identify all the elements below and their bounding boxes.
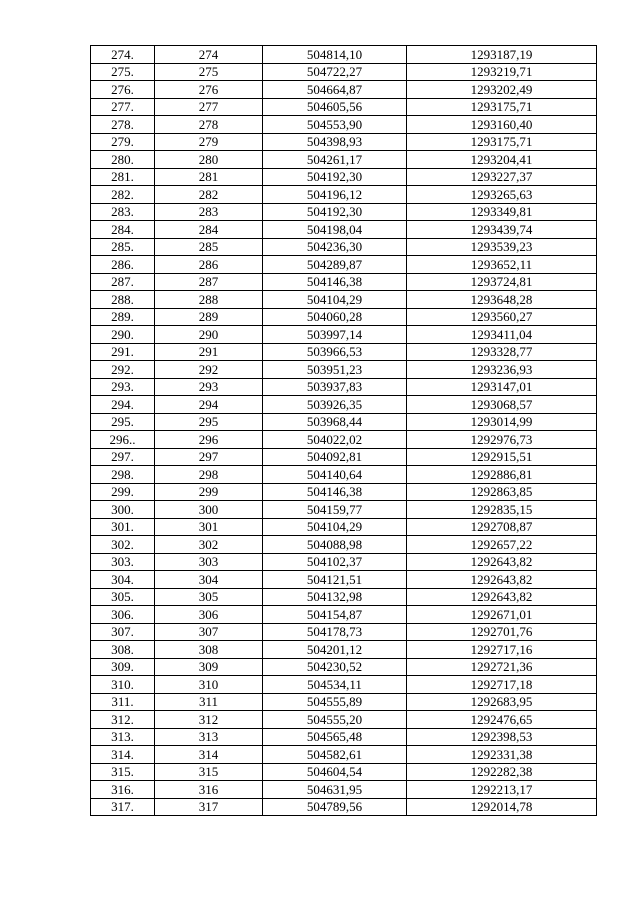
row-index-cell: 282. — [91, 186, 155, 204]
y-coordinate-cell: 1293265,63 — [407, 186, 597, 204]
row-index-cell: 289. — [91, 308, 155, 326]
y-coordinate-cell: 1293724,81 — [407, 273, 597, 291]
x-coordinate-cell: 504060,28 — [263, 308, 407, 326]
point-number-cell: 285 — [155, 238, 263, 256]
x-coordinate-cell: 504146,38 — [263, 273, 407, 291]
row-index-cell: 301. — [91, 518, 155, 536]
table-row — [91, 273, 597, 291]
row-index-cell: 275. — [91, 63, 155, 81]
y-coordinate-cell: 1293539,23 — [407, 238, 597, 256]
x-coordinate-cell: 504582,61 — [263, 746, 407, 764]
x-coordinate-cell: 504722,27 — [263, 63, 407, 81]
x-coordinate-cell: 503926,35 — [263, 396, 407, 414]
table-row — [91, 326, 597, 344]
row-index-cell: 300. — [91, 501, 155, 519]
point-number-cell: 304 — [155, 571, 263, 589]
x-coordinate-cell: 504192,30 — [263, 168, 407, 186]
row-index-cell: 306. — [91, 606, 155, 624]
table-row — [91, 46, 597, 64]
table-row — [91, 588, 597, 606]
x-coordinate-cell: 504789,56 — [263, 798, 407, 816]
y-coordinate-cell: 1292886,81 — [407, 466, 597, 484]
table-row — [91, 483, 597, 501]
point-number-cell: 289 — [155, 308, 263, 326]
x-coordinate-cell: 504553,90 — [263, 116, 407, 134]
table-row — [91, 221, 597, 239]
table-row — [91, 308, 597, 326]
point-number-cell: 306 — [155, 606, 263, 624]
table-row — [91, 781, 597, 799]
point-number-cell: 276 — [155, 81, 263, 99]
row-index-cell: 274. — [91, 46, 155, 64]
y-coordinate-cell: 1292213,17 — [407, 781, 597, 799]
row-index-cell: 315. — [91, 763, 155, 781]
row-index-cell: 308. — [91, 641, 155, 659]
x-coordinate-cell: 504565,48 — [263, 728, 407, 746]
table-row — [91, 186, 597, 204]
y-coordinate-cell: 1292398,53 — [407, 728, 597, 746]
row-index-cell: 294. — [91, 396, 155, 414]
x-coordinate-cell: 504604,54 — [263, 763, 407, 781]
x-coordinate-cell: 503966,53 — [263, 343, 407, 361]
row-index-cell: 299. — [91, 483, 155, 501]
point-number-cell: 297 — [155, 448, 263, 466]
table-row — [91, 238, 597, 256]
row-index-cell: 280. — [91, 151, 155, 169]
point-number-cell: 293 — [155, 378, 263, 396]
row-index-cell: 307. — [91, 623, 155, 641]
row-index-cell: 292. — [91, 361, 155, 379]
row-index-cell: 309. — [91, 658, 155, 676]
row-index-cell: 313. — [91, 728, 155, 746]
table-row — [91, 641, 597, 659]
x-coordinate-cell: 504154,87 — [263, 606, 407, 624]
row-index-cell: 288. — [91, 291, 155, 309]
point-number-cell: 279 — [155, 133, 263, 151]
y-coordinate-cell: 1293439,74 — [407, 221, 597, 239]
point-number-cell: 291 — [155, 343, 263, 361]
y-coordinate-cell: 1292835,15 — [407, 501, 597, 519]
y-coordinate-cell: 1292717,16 — [407, 641, 597, 659]
row-index-cell: 285. — [91, 238, 155, 256]
y-coordinate-cell: 1292701,76 — [407, 623, 597, 641]
y-coordinate-cell: 1292643,82 — [407, 571, 597, 589]
table-row — [91, 466, 597, 484]
row-index-cell: 304. — [91, 571, 155, 589]
point-number-cell: 299 — [155, 483, 263, 501]
row-index-cell: 284. — [91, 221, 155, 239]
table-row — [91, 728, 597, 746]
table-row — [91, 711, 597, 729]
x-coordinate-cell: 504104,29 — [263, 291, 407, 309]
point-number-cell: 311 — [155, 693, 263, 711]
coordinates-table — [90, 45, 597, 816]
table-row — [91, 606, 597, 624]
y-coordinate-cell: 1292915,51 — [407, 448, 597, 466]
x-coordinate-cell: 504261,17 — [263, 151, 407, 169]
y-coordinate-cell: 1292331,38 — [407, 746, 597, 764]
x-coordinate-cell: 504140,64 — [263, 466, 407, 484]
point-number-cell: 287 — [155, 273, 263, 291]
y-coordinate-cell: 1293349,81 — [407, 203, 597, 221]
row-index-cell: 302. — [91, 536, 155, 554]
x-coordinate-cell: 504159,77 — [263, 501, 407, 519]
row-index-cell: 281. — [91, 168, 155, 186]
x-coordinate-cell: 503968,44 — [263, 413, 407, 431]
y-coordinate-cell: 1293175,71 — [407, 98, 597, 116]
table-row — [91, 151, 597, 169]
point-number-cell: 305 — [155, 588, 263, 606]
table-row — [91, 676, 597, 694]
point-number-cell: 308 — [155, 641, 263, 659]
point-number-cell: 302 — [155, 536, 263, 554]
point-number-cell: 292 — [155, 361, 263, 379]
row-index-cell: 312. — [91, 711, 155, 729]
point-number-cell: 288 — [155, 291, 263, 309]
y-coordinate-cell: 1293187,19 — [407, 46, 597, 64]
row-index-cell: 314. — [91, 746, 155, 764]
row-index-cell: 279. — [91, 133, 155, 151]
table-row — [91, 256, 597, 274]
row-index-cell: 298. — [91, 466, 155, 484]
point-number-cell: 310 — [155, 676, 263, 694]
row-index-cell: 290. — [91, 326, 155, 344]
row-index-cell: 286. — [91, 256, 155, 274]
point-number-cell: 313 — [155, 728, 263, 746]
row-index-cell: 305. — [91, 588, 155, 606]
x-coordinate-cell: 504555,20 — [263, 711, 407, 729]
point-number-cell: 314 — [155, 746, 263, 764]
row-index-cell: 316. — [91, 781, 155, 799]
y-coordinate-cell: 1293147,01 — [407, 378, 597, 396]
x-coordinate-cell: 504201,12 — [263, 641, 407, 659]
y-coordinate-cell: 1293652,11 — [407, 256, 597, 274]
table-row — [91, 501, 597, 519]
row-index-cell: 293. — [91, 378, 155, 396]
x-coordinate-cell: 504121,51 — [263, 571, 407, 589]
y-coordinate-cell: 1292717,18 — [407, 676, 597, 694]
x-coordinate-cell: 504088,98 — [263, 536, 407, 554]
point-number-cell: 282 — [155, 186, 263, 204]
x-coordinate-cell: 504132,98 — [263, 588, 407, 606]
y-coordinate-cell: 1293068,57 — [407, 396, 597, 414]
x-coordinate-cell: 503951,23 — [263, 361, 407, 379]
table-row — [91, 98, 597, 116]
x-coordinate-cell: 504192,30 — [263, 203, 407, 221]
table-row — [91, 361, 597, 379]
table-row — [91, 133, 597, 151]
y-coordinate-cell: 1292014,78 — [407, 798, 597, 816]
table-row — [91, 116, 597, 134]
y-coordinate-cell: 1293236,93 — [407, 361, 597, 379]
point-number-cell: 312 — [155, 711, 263, 729]
table-row — [91, 623, 597, 641]
x-coordinate-cell: 504814,10 — [263, 46, 407, 64]
x-coordinate-cell: 504102,37 — [263, 553, 407, 571]
y-coordinate-cell: 1292863,85 — [407, 483, 597, 501]
x-coordinate-cell: 504289,87 — [263, 256, 407, 274]
table-row — [91, 693, 597, 711]
row-index-cell: 310. — [91, 676, 155, 694]
point-number-cell: 294 — [155, 396, 263, 414]
x-coordinate-cell: 504146,38 — [263, 483, 407, 501]
table-row — [91, 798, 597, 816]
table-row — [91, 203, 597, 221]
point-number-cell: 316 — [155, 781, 263, 799]
point-number-cell: 303 — [155, 553, 263, 571]
row-index-cell: 295. — [91, 413, 155, 431]
x-coordinate-cell: 504022,02 — [263, 431, 407, 449]
point-number-cell: 290 — [155, 326, 263, 344]
row-index-cell: 297. — [91, 448, 155, 466]
x-coordinate-cell: 504092,81 — [263, 448, 407, 466]
y-coordinate-cell: 1292671,01 — [407, 606, 597, 624]
row-index-cell: 283. — [91, 203, 155, 221]
coordinates-table-body — [91, 46, 597, 816]
y-coordinate-cell: 1293411,04 — [407, 326, 597, 344]
point-number-cell: 283 — [155, 203, 263, 221]
table-row — [91, 518, 597, 536]
point-number-cell: 317 — [155, 798, 263, 816]
point-number-cell: 278 — [155, 116, 263, 134]
point-number-cell: 274 — [155, 46, 263, 64]
y-coordinate-cell: 1293160,40 — [407, 116, 597, 134]
y-coordinate-cell: 1293227,37 — [407, 168, 597, 186]
y-coordinate-cell: 1292643,82 — [407, 553, 597, 571]
y-coordinate-cell: 1292721,36 — [407, 658, 597, 676]
point-number-cell: 315 — [155, 763, 263, 781]
y-coordinate-cell: 1293219,71 — [407, 63, 597, 81]
table-row — [91, 396, 597, 414]
row-index-cell: 303. — [91, 553, 155, 571]
point-number-cell: 307 — [155, 623, 263, 641]
table-row — [91, 431, 597, 449]
y-coordinate-cell: 1292282,38 — [407, 763, 597, 781]
x-coordinate-cell: 504104,29 — [263, 518, 407, 536]
point-number-cell: 309 — [155, 658, 263, 676]
point-number-cell: 280 — [155, 151, 263, 169]
table-row — [91, 413, 597, 431]
point-number-cell: 300 — [155, 501, 263, 519]
row-index-cell: 278. — [91, 116, 155, 134]
point-number-cell: 281 — [155, 168, 263, 186]
point-number-cell: 286 — [155, 256, 263, 274]
x-coordinate-cell: 504664,87 — [263, 81, 407, 99]
table-row — [91, 168, 597, 186]
row-index-cell: 277. — [91, 98, 155, 116]
table-row — [91, 448, 597, 466]
y-coordinate-cell: 1293560,27 — [407, 308, 597, 326]
table-row — [91, 378, 597, 396]
x-coordinate-cell: 503997,14 — [263, 326, 407, 344]
y-coordinate-cell: 1292708,87 — [407, 518, 597, 536]
table-row — [91, 571, 597, 589]
y-coordinate-cell: 1292476,65 — [407, 711, 597, 729]
point-number-cell: 296 — [155, 431, 263, 449]
y-coordinate-cell: 1292683,95 — [407, 693, 597, 711]
x-coordinate-cell: 504236,30 — [263, 238, 407, 256]
row-index-cell: 287. — [91, 273, 155, 291]
row-index-cell: 291. — [91, 343, 155, 361]
y-coordinate-cell: 1293328,77 — [407, 343, 597, 361]
x-coordinate-cell: 504534,11 — [263, 676, 407, 694]
row-index-cell: 296.. — [91, 431, 155, 449]
y-coordinate-cell: 1293648,28 — [407, 291, 597, 309]
point-number-cell: 295 — [155, 413, 263, 431]
table-row — [91, 343, 597, 361]
table-row — [91, 63, 597, 81]
y-coordinate-cell: 1292657,22 — [407, 536, 597, 554]
x-coordinate-cell: 504196,12 — [263, 186, 407, 204]
table-row — [91, 291, 597, 309]
x-coordinate-cell: 504555,89 — [263, 693, 407, 711]
table-row — [91, 536, 597, 554]
table-row — [91, 746, 597, 764]
x-coordinate-cell: 504631,95 — [263, 781, 407, 799]
y-coordinate-cell: 1292643,82 — [407, 588, 597, 606]
x-coordinate-cell: 504178,73 — [263, 623, 407, 641]
y-coordinate-cell: 1292976,73 — [407, 431, 597, 449]
point-number-cell: 298 — [155, 466, 263, 484]
table-row — [91, 553, 597, 571]
point-number-cell: 277 — [155, 98, 263, 116]
point-number-cell: 275 — [155, 63, 263, 81]
y-coordinate-cell: 1293204,41 — [407, 151, 597, 169]
x-coordinate-cell: 504605,56 — [263, 98, 407, 116]
table-row — [91, 763, 597, 781]
y-coordinate-cell: 1293202,49 — [407, 81, 597, 99]
x-coordinate-cell: 504198,04 — [263, 221, 407, 239]
table-row — [91, 658, 597, 676]
y-coordinate-cell: 1293014,99 — [407, 413, 597, 431]
point-number-cell: 301 — [155, 518, 263, 536]
table-row — [91, 81, 597, 99]
row-index-cell: 276. — [91, 81, 155, 99]
x-coordinate-cell: 504398,93 — [263, 133, 407, 151]
row-index-cell: 311. — [91, 693, 155, 711]
row-index-cell: 317. — [91, 798, 155, 816]
x-coordinate-cell: 504230,52 — [263, 658, 407, 676]
point-number-cell: 284 — [155, 221, 263, 239]
x-coordinate-cell: 503937,83 — [263, 378, 407, 396]
y-coordinate-cell: 1293175,71 — [407, 133, 597, 151]
